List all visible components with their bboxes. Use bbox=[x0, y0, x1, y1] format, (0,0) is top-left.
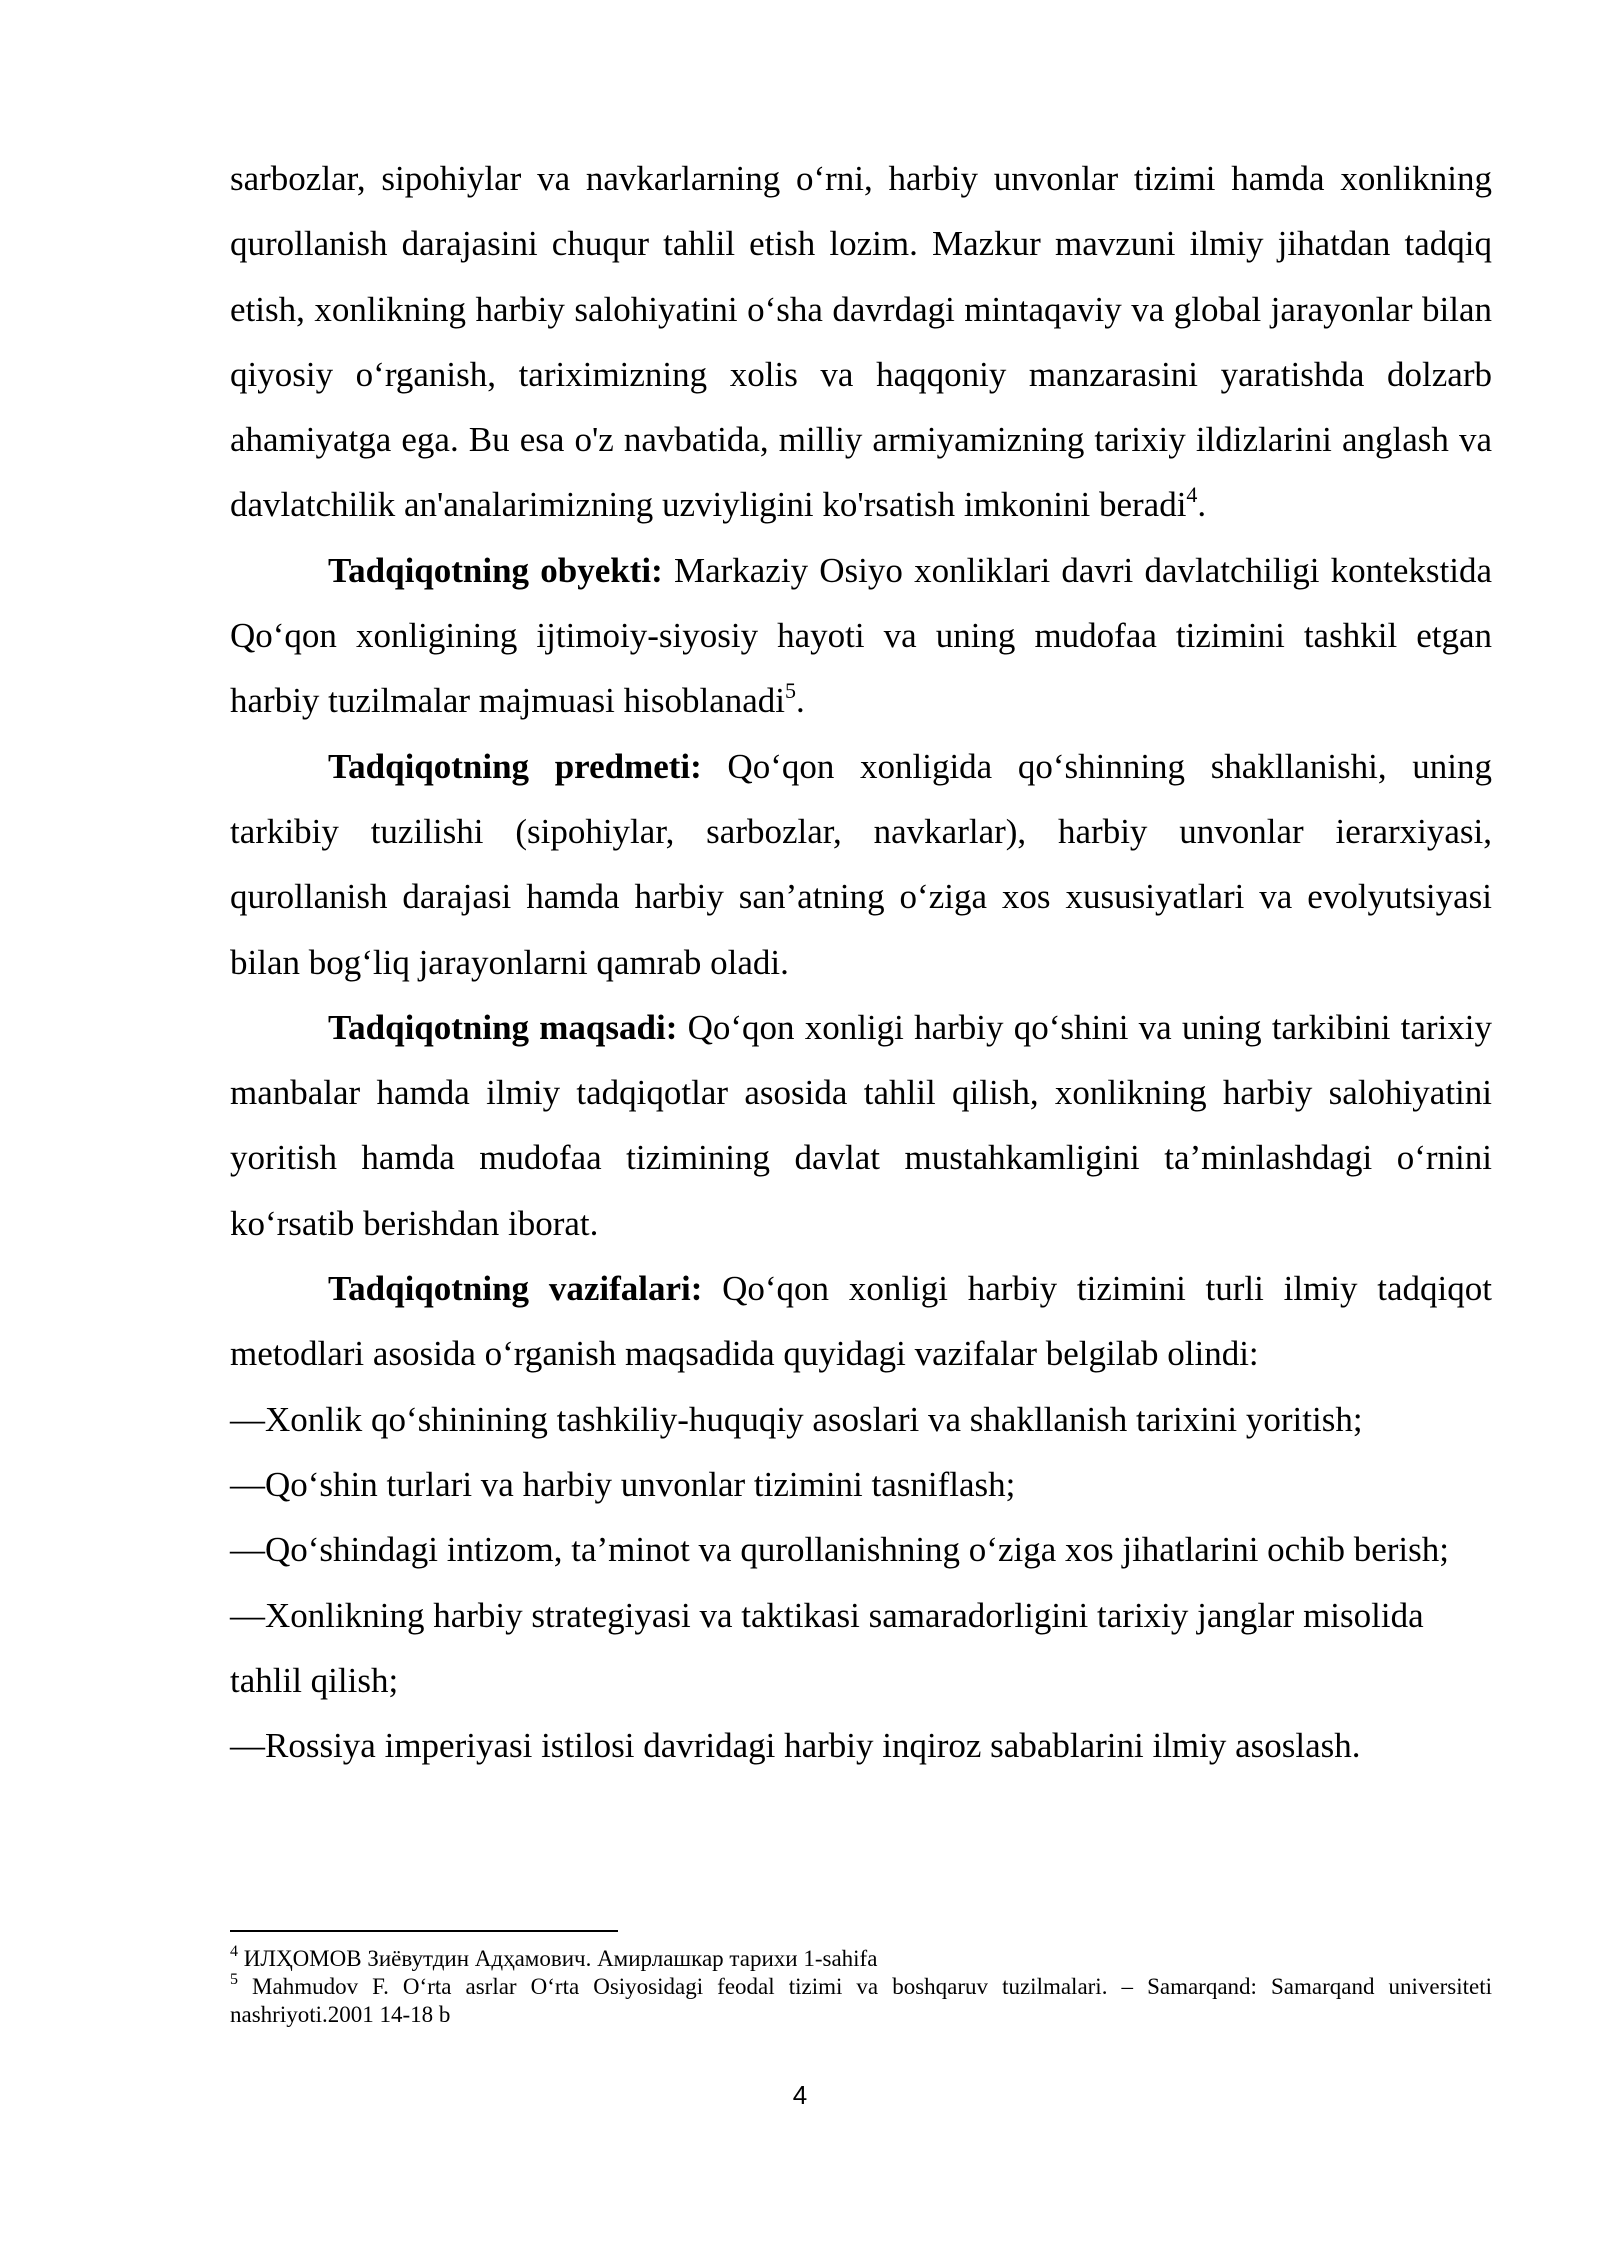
object-heading: Tadqiqotning obyekti: bbox=[328, 550, 663, 590]
footnote-number: 5 bbox=[230, 1971, 238, 1989]
footnote-ref-5: 5 bbox=[785, 677, 796, 703]
page-number: 4 bbox=[792, 2080, 808, 2110]
tasks-text: Qo‘qon xonligi harbiy tizimini turli ilmiy tadqiqot metodlari asosida o‘rganish maqsadida quyidagi vazifalar belgilab olindi: bbox=[230, 1269, 1492, 1374]
paragraph-intro bbox=[230, 146, 1492, 538]
paragraph-goal bbox=[230, 995, 1492, 1256]
paragraph-tasks bbox=[230, 1256, 1492, 1387]
tasks-heading: Tadqiqotning vazifalari: bbox=[328, 1269, 703, 1309]
goal-text: Qo‘qon xonligi harbiy qo‘shini va uning tarkibini tarixiy manbalar hamda ilmiy tadqiqotlar asosida tahlil qilish, xonlikning harbiy salohiyatini yoritish hamda mudofaa tizimining davlat mustahkamligini ta’minlashdagi o‘rnini ko‘rsatib berishdan iborat. bbox=[230, 1007, 1492, 1243]
footnote-5 bbox=[230, 1973, 1492, 2029]
body-text bbox=[230, 146, 1492, 1778]
task-item: —Rossiya imperiyasi istilosi davridagi harbiy inqiroz sabablarini ilmiy asoslash. bbox=[230, 1726, 1361, 1766]
footnote-ref-4: 4 bbox=[1186, 481, 1198, 507]
paragraph-intro-end: . bbox=[1197, 485, 1207, 525]
paragraph-intro-text: sarbozlar, sipohiylar va navkarlarning o‘rni, harbiy unvonlar tizimi hamda xonlikning qurollanish darajasini chuqur tahlil etish lozim. Mazkur mavzuni ilmiy jihatdan tadqiq etish, xonlikning harbiy salohiyatini o‘sha davrdagi mintaqaviy va global jarayonlar bilan qiyosiy o‘rganish, tariximizning xolis va haqqoniy manzarasini yaratishda dolzarb ahamiyatga ega. Bu esa o'z navbatida, milliy armiyamizning tarixiy ildizlarini anglash va davlatchilik an'analarimizning uzviyligini ko'rsatish imkonini beradi bbox=[230, 159, 1492, 525]
subject-text: Qo‘qon xonligida qo‘shinning shakllanishi, uning tarkibiy tuzilishi (sipohiylar, sarbozlar, navkarlar), harbiy unvonlar ierarxiyasi, qurollanish darajasi hamda harbiy san’atning o‘ziga xos xususiyatlari va evolyutsiyasi bilan bog‘liq jarayonlarni qamrab oladi. bbox=[230, 746, 1493, 982]
footnote-number: 4 bbox=[230, 1943, 238, 1961]
footnote-text: Mahmudov F. O‘rta asrlar O‘rta Osiyosidagi feodal tizimi va boshqaruv tuzilmalari. – Samarqand: Samarqand universiteti nashriyoti.2001 14-18 b bbox=[230, 1974, 1492, 2027]
goal-heading: Tadqiqotning maqsadi: bbox=[328, 1007, 678, 1047]
footnote-separator bbox=[230, 1930, 618, 1932]
task-item: —Xonlikning harbiy strategiyasi va taktikasi samaradorligini tarixiy janglar misolida tahlil qilish; bbox=[230, 1595, 1424, 1700]
object-end: . bbox=[796, 681, 805, 721]
task-item: —Qo‘shin turlari va harbiy unvonlar tizimini tasniflash; bbox=[230, 1464, 1016, 1504]
paragraph-object bbox=[230, 538, 1492, 734]
footnotes bbox=[230, 1945, 1492, 2029]
task-item: —Xonlik qo‘shinining tashkiliy-huquqiy asoslari va shakllanish tarixini yoritish; bbox=[230, 1399, 1363, 1439]
paragraph-subject bbox=[230, 734, 1492, 995]
object-text: Markaziy Osiyo xonliklari davri davlatchiligi kontekstida Qo‘qon xonligining ijtimoiy-siyosiy hayoti va uning mudofaa tizimini tashkil etgan harbiy tuzilmalar majmuasi hisoblanadi bbox=[230, 550, 1492, 721]
footnote-text: ИЛҲОМОВ Зиёвутдин Адҳамович. Амирлашкар тарихи 1-sahifa bbox=[238, 1946, 878, 1971]
subject-heading: Tadqiqotning predmeti: bbox=[328, 746, 702, 786]
task-item: —Qo‘shindagi intizom, ta’minot va qurollanishning o‘ziga xos jihatlarini ochib berish; bbox=[230, 1530, 1449, 1570]
footnote-4 bbox=[230, 1945, 1492, 1973]
